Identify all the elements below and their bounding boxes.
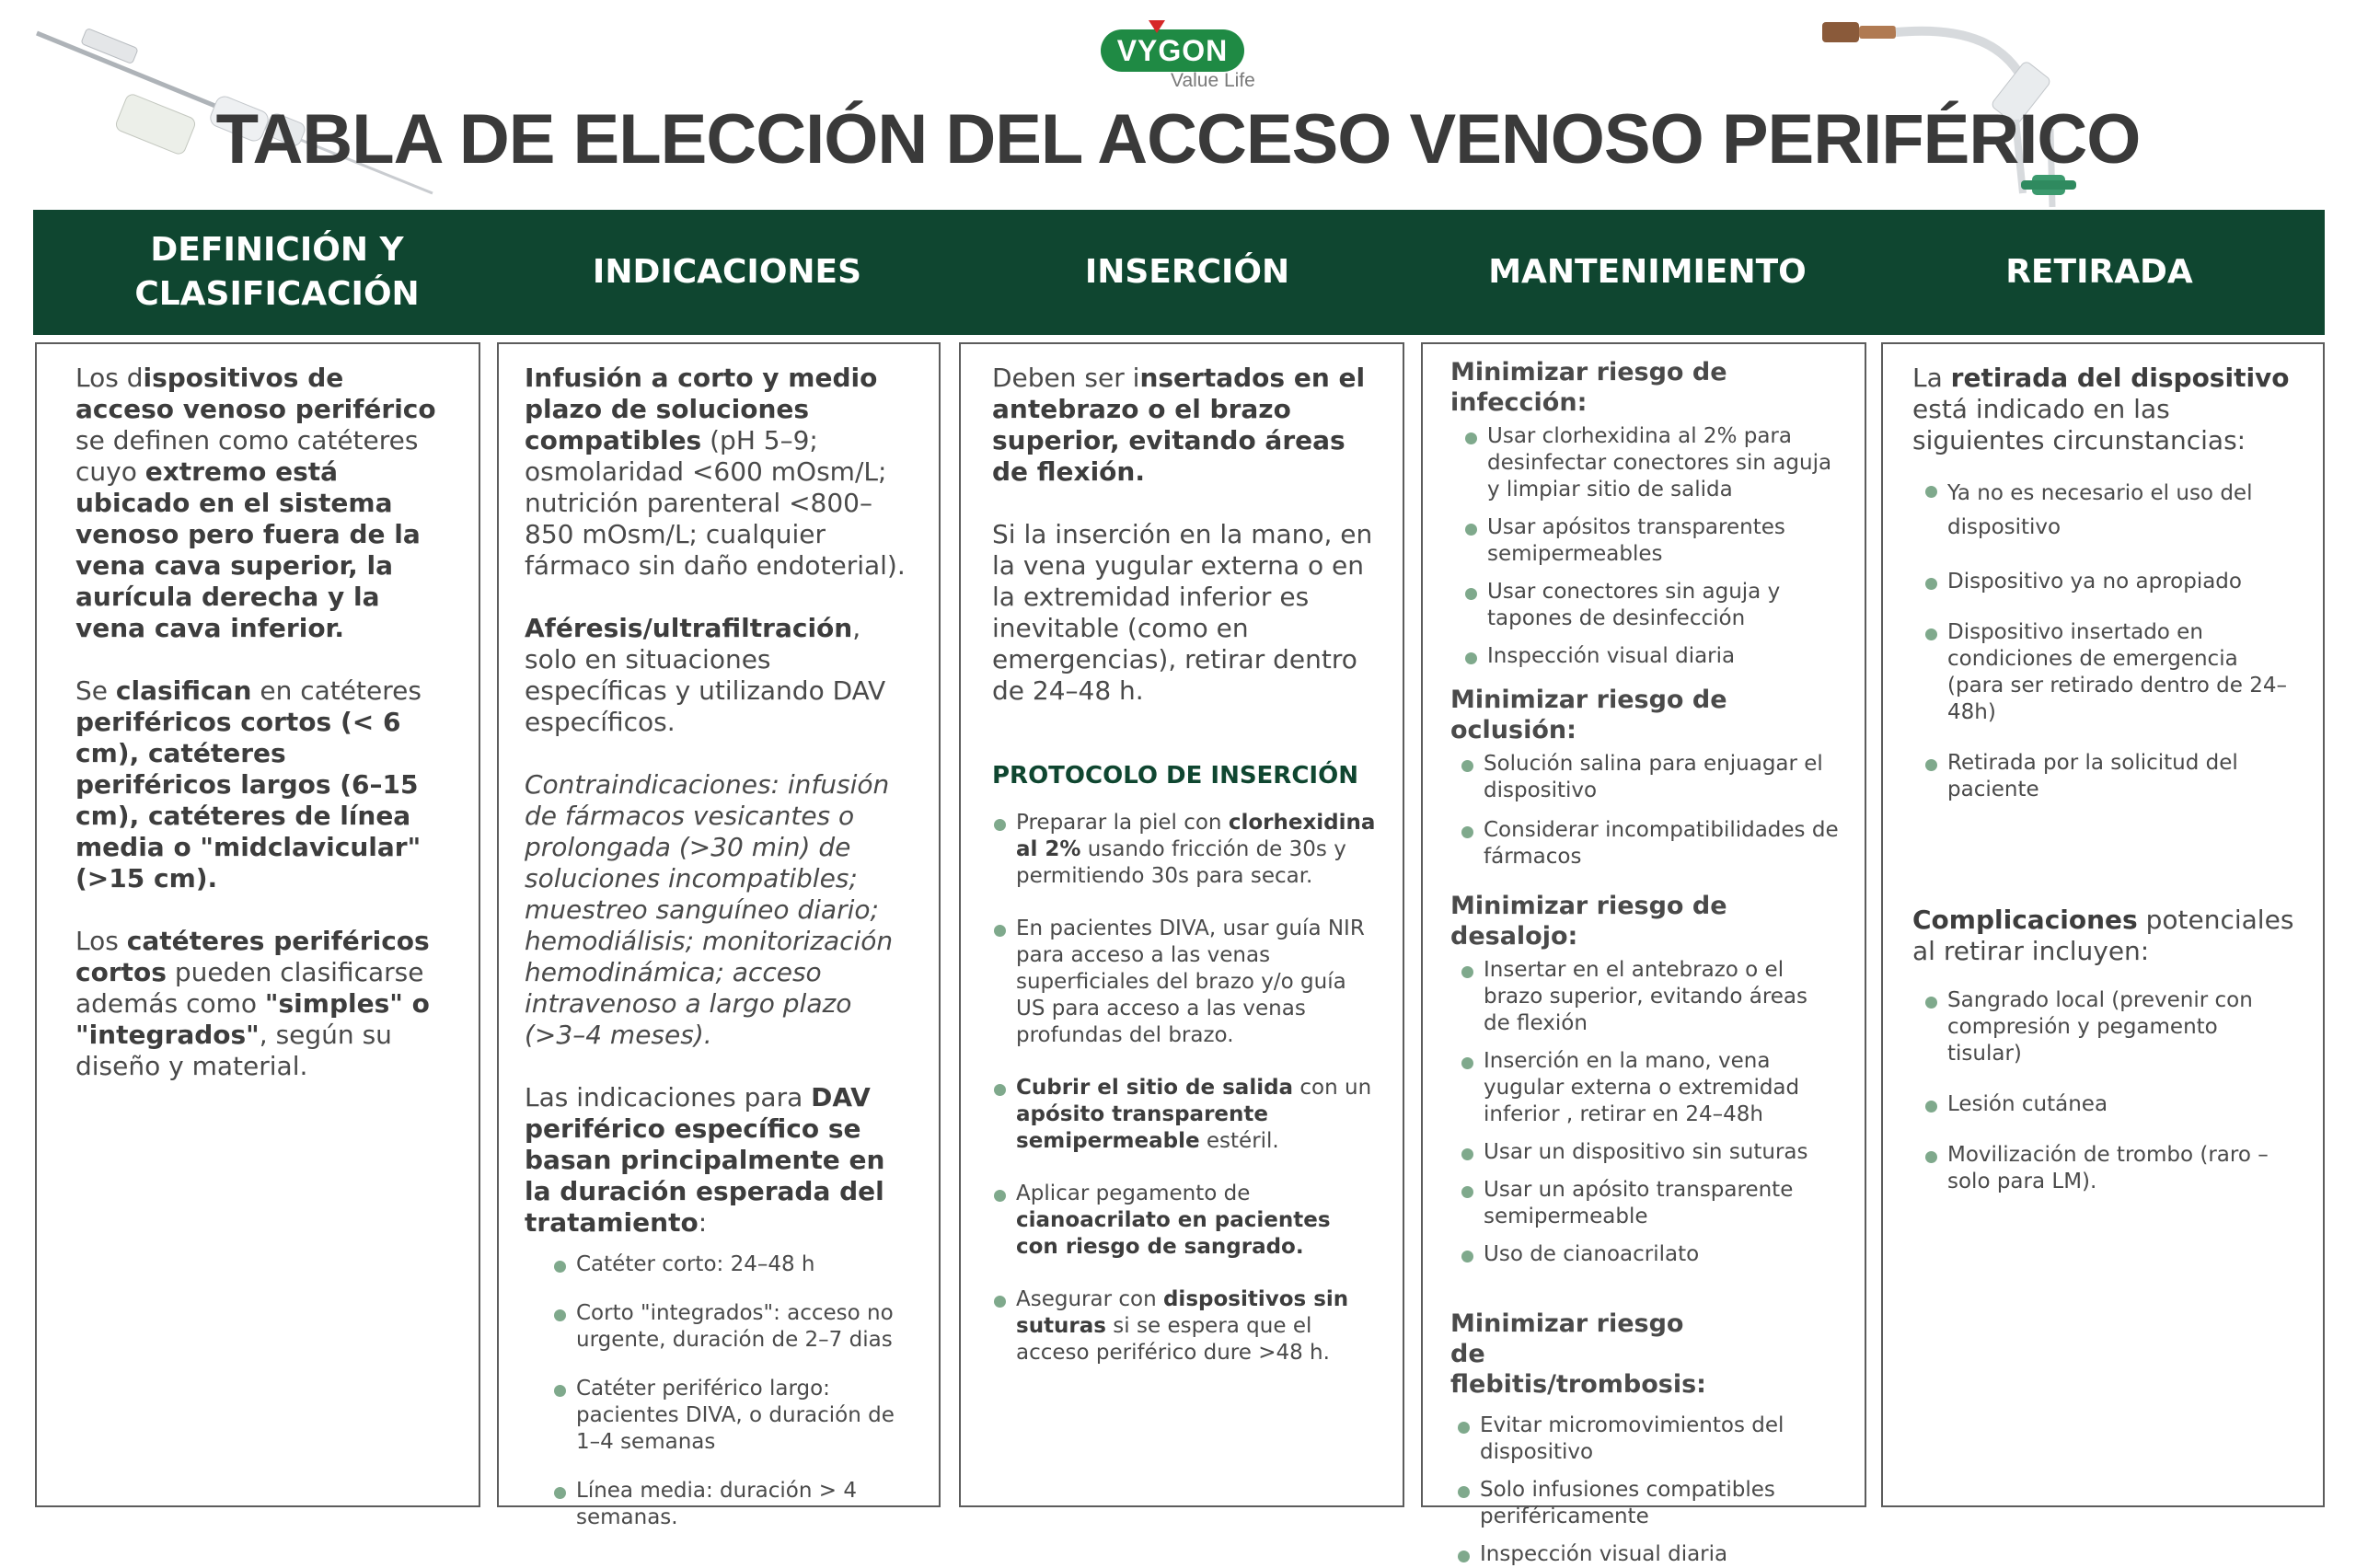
list-item: Inspección visual diaria: [1456, 1541, 1841, 1568]
indicaciones-paragraph-2: Aféresis/ultrafiltración, solo en situaciones específicas y utilizando DAV específicos.: [525, 613, 886, 737]
duracion-list: [525, 1251, 917, 1531]
logo-tagline: Value Life: [1171, 70, 1255, 91]
list-item: Uso de cianoacrilato: [1460, 1241, 1841, 1268]
retirada-paragraph-2: Complicaciones potenciales al retirar incluyen:: [1912, 905, 2294, 966]
protocol-step: En pacientes DIVA, usar guía NIR para acceso a las venas superficiales del brazo y/o guía US para acceso a las venas profundas del brazo.: [992, 916, 1379, 1049]
column-header-band: [33, 210, 2325, 335]
list-item: Solución salina para enjuagar el dispositivo: [1460, 751, 1841, 804]
oclusion-list: [1460, 751, 1841, 870]
mantenimiento-group-title: Minimizar riesgo de infección:: [1450, 358, 1727, 417]
protocol-step: Cubrir el sitio de salida con un apósito transparente semipermeable estéril.: [992, 1075, 1379, 1155]
insercion-paragraph-1: Deben ser insertados en el antebrazo o el brazo superior, evitando áreas de flexión.: [992, 363, 1366, 487]
list-item: Usar apósitos transparentes semipermeables: [1463, 514, 1841, 568]
list-item: Usar clorhexidina al 2% para desinfectar conectores sin aguja y limpiar sitio de salida: [1463, 423, 1841, 503]
header-insercion: INSERCIÓN: [1084, 253, 1290, 291]
list-item: Catéter periférico largo: pacientes DIVA, o duración de 1–4 semanas: [552, 1376, 917, 1456]
retirada-indications-list: [1923, 477, 2297, 803]
list-item: Inserción en la mano, vena yugular externa o extremidad inferior , retirar en 24–48h: [1460, 1048, 1841, 1128]
list-item: Dispositivo insertado en condiciones de emergencia (para ser retirado dentro de 24–48h): [1923, 619, 2297, 726]
list-item: Inspección visual diaria: [1463, 643, 1841, 670]
list-item: Considerar incompatibilidades de fármacos: [1460, 817, 1841, 870]
logo-triangle-mark: [1149, 20, 1165, 33]
column-mantenimiento: [1421, 342, 1866, 1566]
mantenimiento-group-title: Minimizar riesgo de desalojo:: [1450, 892, 1727, 951]
list-item: Insertar en el antebrazo o el brazo superior, evitando áreas de flexión: [1460, 957, 1841, 1037]
definicion-paragraph-2: Se clasifican en catéteres periféricos cortos (< 6 cm), catéteres periféricos largos (6–15 cm), catéteres de línea media o "midclavicular" (>15 cm).: [75, 675, 422, 894]
protocol-list: [992, 810, 1379, 1366]
list-item: Usar conectores sin aguja y tapones de desinfección: [1463, 579, 1841, 632]
list-item: Catéter corto: 24–48 h: [552, 1251, 917, 1278]
list-item: Línea media: duración > 4 semanas.: [552, 1478, 917, 1531]
logo-brand: VYGON: [1101, 29, 1244, 72]
contraindicaciones-paragraph: Contraindicaciones: infusión de fármacos vesicantes o prolongada (>30 min) de soluciones incompatibles; muestreo sanguíneo diario; hemodiálisis; monitorización hemodinámica; acceso intravenoso a largo plazo (>3–4 meses).: [525, 769, 894, 1050]
infeccion-list: [1463, 423, 1841, 670]
list-item: Corto "integrados": acceso no urgente, duración de 2–7 dias: [552, 1300, 917, 1354]
header-definicion: DEFINICIÓN Y CLASIFICACIÓN: [134, 231, 420, 313]
header-indicaciones: INDICACIONES: [592, 253, 862, 291]
desalojo-list: [1460, 957, 1841, 1268]
flebitis-list: [1456, 1412, 1841, 1568]
protocol-title: PROTOCOLO DE INSERCIÓN: [992, 762, 1358, 790]
insercion-paragraph-2: Si la inserción en la mano, en la vena yugular externa o en la extremidad inferior es inevitable (como en emergencias), retirar dentro de 24–48 h.: [992, 519, 1373, 706]
column-retirada: [1881, 342, 2325, 1507]
protocol-step: Preparar la piel con clorhexidina al 2% usando fricción de 30s y permitiendo 30s para secar.: [992, 810, 1379, 890]
definicion-paragraph-3: Los catéteres periféricos cortos pueden clasificarse además como "simples" o "integrados", según su diseño y material.: [75, 926, 430, 1081]
list-item: Retirada por la solicitud del paciente: [1923, 750, 2297, 803]
list-item: Lesión cutánea: [1923, 1091, 2297, 1118]
vygon-logo: [1101, 22, 1266, 98]
list-item: Ya no es necesario el uso del dispositivo: [1923, 477, 2297, 545]
header-retirada: RETIRADA: [2005, 253, 2193, 291]
protocol-step: Asegurar con dispositivos sin suturas si se espera que el acceso periférico dure >48 h.: [992, 1286, 1379, 1366]
protocol-step: Aplicar pegamento de cianoacrilato en pacientes con riesgo de sangrado.: [992, 1181, 1379, 1261]
list-item: Solo infusiones compatibles periféricamente: [1456, 1477, 1841, 1530]
list-item: Usar un dispositivo sin suturas: [1460, 1139, 1841, 1166]
indicaciones-paragraph-1: Infusión a corto y medio plazo de soluciones compatibles (pH 5–9; osmolaridad <600 mOsm/L; nutrición parenteral <800–850 mOsm/L; cualquier fármaco sin daño endoterial).: [525, 363, 906, 581]
mantenimiento-group-title: Minimizar riesgo de oclusión:: [1450, 686, 1727, 744]
list-item: Dispositivo ya no apropiado: [1923, 569, 2297, 595]
page-title: TABLA DE ELECCIÓN DEL ACCESO VENOSO PERIFÉRICO: [215, 100, 2141, 179]
retirada-paragraph-1: La retirada del dispositivo está indicado en las siguientes circunstancias:: [1912, 363, 2290, 455]
column-definicion: [35, 342, 480, 1507]
mantenimiento-group-title: Minimizar riesgo de flebitis/trombosis:: [1450, 1309, 1706, 1399]
list-item: Movilización de trombo (raro – solo para LM).: [1923, 1142, 2297, 1195]
column-insercion: [959, 342, 1404, 1507]
definicion-paragraph-1: Los dispositivos de acceso venoso periférico se definen como catéteres cuyo extremo está ubicado en el sistema venoso pero fuera de la vena cava superior, la aurícula derecha y la vena cava inferior.: [75, 363, 436, 643]
complicaciones-list: [1923, 987, 2297, 1195]
column-indicaciones: [497, 342, 941, 1529]
header-mantenimiento: MANTENIMIENTO: [1488, 253, 1807, 291]
list-item: Sangrado local (prevenir con compresión y pegamento tisular): [1923, 987, 2297, 1067]
indicaciones-paragraph-4: Las indicaciones para DAV periférico específico se basan principalmente en la duración esperada del tratamiento:: [525, 1082, 885, 1238]
list-item: Usar un apósito transparente semipermeable: [1460, 1177, 1841, 1230]
list-item: Evitar micromovimientos del dispositivo: [1456, 1412, 1841, 1466]
